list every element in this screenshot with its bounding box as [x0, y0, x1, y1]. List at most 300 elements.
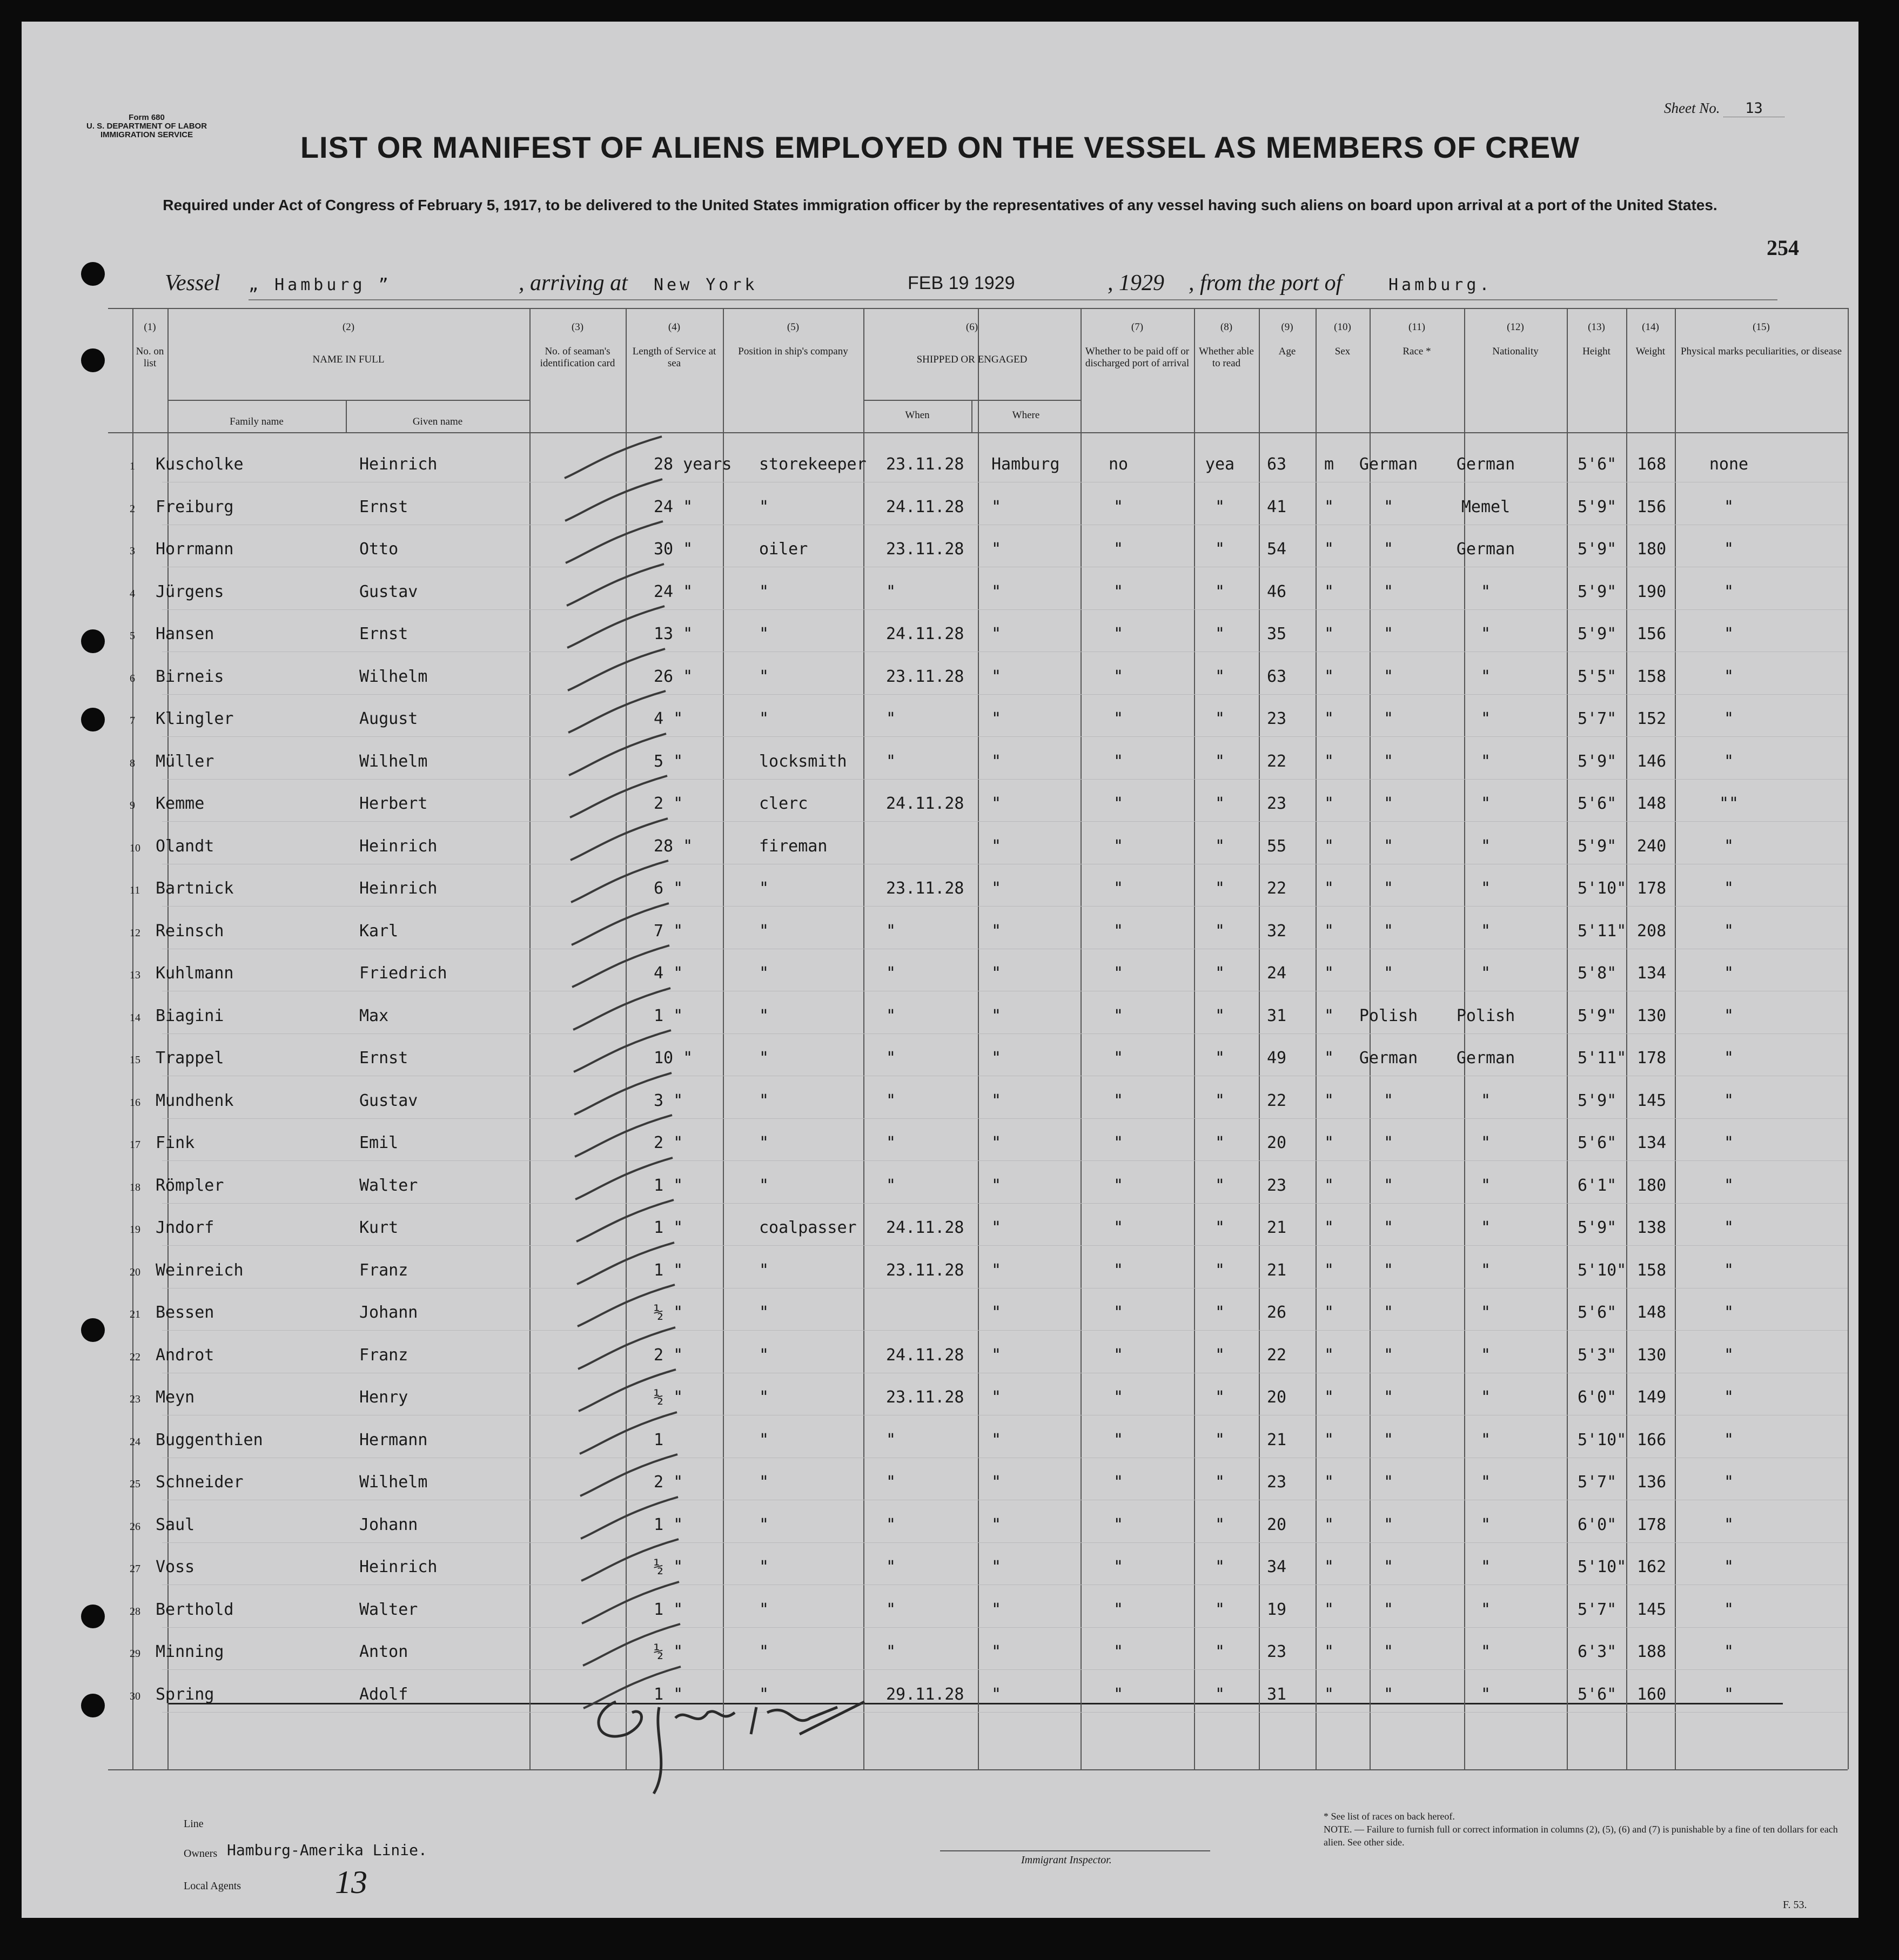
cell-race: German	[1359, 1049, 1418, 1068]
cell-sex: "	[1324, 1303, 1334, 1322]
cell-height: 5'6"	[1578, 1133, 1617, 1152]
column-divider	[1194, 308, 1195, 1769]
cell-age: 54	[1267, 540, 1287, 559]
cell-service: 13 "	[654, 625, 693, 643]
cell-family: Minning	[156, 1642, 224, 1661]
cell-paid: "	[1113, 751, 1124, 771]
column-header: SHIPPED OR ENGAGED	[916, 354, 1028, 365]
column-divider	[167, 308, 169, 1769]
cell-sex: "	[1324, 1006, 1334, 1025]
cell-age: 23	[1267, 1473, 1287, 1492]
cell-sex: "	[1324, 709, 1334, 728]
row-number: 13	[130, 969, 140, 981]
row-number: 11	[130, 884, 140, 896]
cell-family: Voss	[156, 1558, 195, 1576]
row-number: 26	[130, 1520, 140, 1533]
cell-family: Horrmann	[156, 540, 234, 559]
row-rule	[162, 821, 1848, 822]
cell-age: 63	[1267, 455, 1287, 474]
cell-age: 31	[1267, 1684, 1287, 1704]
cell-read: "	[1214, 1218, 1225, 1237]
cell-marks: "	[1723, 836, 1734, 856]
column-header: Height	[1582, 346, 1611, 357]
cell-where: "	[991, 1600, 1002, 1619]
cell-nationality: "	[1480, 1515, 1491, 1534]
cell-where: "	[991, 1345, 1002, 1365]
row-rule	[162, 1118, 1848, 1119]
cell-height: 5'6"	[1578, 794, 1617, 813]
cell-age: 22	[1267, 1091, 1287, 1110]
cell-age: 20	[1267, 1515, 1287, 1534]
cell-marks: "	[1723, 497, 1734, 516]
cell-marks: "	[1723, 1303, 1734, 1322]
vessel-label: Vessel	[165, 271, 220, 296]
column-subheader: Where	[1012, 410, 1040, 421]
cell-sex: "	[1324, 1091, 1334, 1110]
cell-where: "	[991, 1049, 1002, 1068]
cell-read: "	[1214, 540, 1225, 559]
row-rule	[162, 1160, 1848, 1161]
manifest-sheet	[22, 22, 1858, 1918]
cell-age: 19	[1267, 1600, 1287, 1619]
cell-read: "	[1214, 497, 1225, 516]
cell-race: "	[1383, 540, 1394, 559]
cell-height: 5'7"	[1578, 1600, 1617, 1619]
cell-paid: "	[1113, 1642, 1124, 1661]
footnote: * See list of races on back hereof. NOTE. — Failure to furnish full or correct information in columns (2), (5), (6) and (7) is punishable by a fine of ten dollars for each alien. See other side.	[1324, 1811, 1838, 1848]
row-number: 2	[130, 502, 135, 515]
cell-given: Henry	[359, 1388, 408, 1407]
cell-service: 1 "	[654, 1684, 683, 1704]
cell-nationality: "	[1480, 964, 1491, 983]
cell-service: 6 "	[654, 879, 683, 898]
cell-race: "	[1383, 1430, 1394, 1449]
column-header: Position in ship's company	[738, 346, 848, 357]
cell-race: "	[1383, 964, 1394, 983]
cell-position: fireman	[759, 836, 828, 856]
column-number: (6)	[965, 321, 978, 333]
cell-paid: "	[1113, 1260, 1124, 1280]
punch-hole	[81, 708, 105, 731]
column-number: (8)	[1220, 321, 1233, 333]
cell-when: "	[886, 582, 896, 601]
cell-nationality: "	[1480, 1473, 1491, 1492]
cell-nationality: "	[1480, 1684, 1491, 1704]
cell-where: "	[991, 1091, 1002, 1110]
cell-race: "	[1383, 1515, 1394, 1534]
cell-family: Hansen	[156, 625, 214, 643]
cell-given: Friedrich	[359, 964, 447, 983]
cell-age: 31	[1267, 1006, 1287, 1025]
cell-family: Kuscholke	[156, 455, 244, 474]
cell-when: "	[886, 1430, 896, 1449]
cell-service: 10 "	[654, 1049, 693, 1068]
cell-family: Saul	[156, 1515, 195, 1534]
cell-family: Berthold	[156, 1600, 234, 1619]
cell-given: Heinrich	[359, 879, 438, 898]
column-divider	[1464, 308, 1465, 1769]
cell-when: "	[886, 1133, 896, 1152]
column-number: (9)	[1281, 321, 1293, 333]
cell-marks: "	[1723, 1006, 1734, 1025]
page-title: LIST OR MANIFEST OF ALIENS EMPLOYED ON THE VESSEL AS MEMBERS OF CREW	[300, 130, 1580, 164]
cell-weight: 136	[1637, 1473, 1667, 1492]
cell-height: 5'11"	[1578, 1049, 1627, 1068]
cell-paid: "	[1113, 1176, 1124, 1195]
cell-position: "	[759, 1558, 769, 1576]
cell-read: "	[1214, 1473, 1225, 1492]
cell-weight: 138	[1637, 1218, 1667, 1237]
cell-height: 5'10"	[1578, 1558, 1627, 1576]
cell-race: "	[1383, 1473, 1394, 1492]
cell-given: Otto	[359, 540, 399, 559]
cell-when: "	[886, 964, 896, 983]
cell-paid: "	[1113, 1515, 1124, 1534]
row-rule	[162, 779, 1848, 780]
cell-sex: "	[1324, 1558, 1334, 1576]
cell-weight: 160	[1637, 1684, 1667, 1704]
cell-where: "	[991, 794, 1002, 813]
cell-read: "	[1214, 751, 1225, 771]
cell-service: 26 "	[654, 667, 693, 686]
cell-race: "	[1383, 709, 1394, 728]
column-header: No. of seaman's identification card	[540, 346, 615, 369]
cell-nationality: "	[1480, 1176, 1491, 1195]
cell-position: oiler	[759, 540, 808, 559]
cell-family: Fink	[156, 1133, 195, 1152]
column-number: (10)	[1334, 321, 1351, 333]
cell-height: 6'1"	[1578, 1176, 1617, 1195]
row-rule	[162, 1542, 1848, 1543]
cell-given: Johann	[359, 1303, 418, 1322]
cell-weight: 145	[1637, 1091, 1667, 1110]
cell-family: Römpler	[156, 1176, 224, 1195]
cell-given: Kurt	[359, 1218, 399, 1237]
cell-when: 23.11.28	[886, 455, 964, 474]
cell-height: 5'9"	[1578, 1091, 1617, 1110]
cell-weight: 178	[1637, 1049, 1667, 1068]
row-number: 23	[130, 1393, 140, 1405]
cell-read: "	[1214, 836, 1225, 856]
cell-where: "	[991, 921, 1002, 941]
cell-family: Spring	[156, 1684, 214, 1704]
cell-height: 5'9"	[1578, 751, 1617, 771]
cell-paid: "	[1113, 1049, 1124, 1068]
cell-nationality: "	[1480, 751, 1491, 771]
punch-hole	[81, 1605, 105, 1628]
cell-given: Walter	[359, 1176, 418, 1195]
cell-read: "	[1214, 879, 1225, 898]
column-number: (3)	[571, 321, 584, 333]
cell-nationality: Polish	[1456, 1006, 1515, 1025]
cell-given: Gustav	[359, 1091, 418, 1110]
cell-where: "	[991, 1558, 1002, 1576]
cell-marks: "	[1723, 1218, 1734, 1237]
cell-weight: 134	[1637, 964, 1667, 983]
cell-age: 22	[1267, 1345, 1287, 1365]
column-number: (5)	[787, 321, 800, 333]
cell-family: Müller	[156, 751, 214, 771]
cell-given: Johann	[359, 1515, 418, 1534]
cell-given: August	[359, 709, 418, 728]
cell-position: "	[759, 879, 769, 898]
cell-read: "	[1214, 794, 1225, 813]
cell-race: "	[1383, 625, 1394, 643]
row-rule	[162, 1033, 1848, 1034]
cell-age: 20	[1267, 1133, 1287, 1152]
cell-nationality: German	[1456, 540, 1515, 559]
cell-nationality: German	[1456, 1049, 1515, 1068]
cell-weight: 240	[1637, 836, 1667, 856]
cell-given: Max	[359, 1006, 389, 1025]
cell-sex: "	[1324, 1515, 1334, 1534]
date-stamp: FEB 19 1929	[908, 273, 1015, 293]
cell-service: 4 "	[654, 709, 683, 728]
row-rule	[162, 1330, 1848, 1331]
cell-nationality: Memel	[1461, 497, 1511, 516]
punch-hole	[81, 348, 105, 372]
cell-family: Weinreich	[156, 1260, 244, 1280]
row-number: 19	[130, 1224, 140, 1236]
cell-family: Klingler	[156, 709, 234, 728]
cell-marks: "	[1723, 751, 1734, 771]
cell-read: "	[1214, 1684, 1225, 1704]
cell-race: "	[1383, 1260, 1394, 1280]
cell-nationality: "	[1480, 625, 1491, 643]
cell-nationality: "	[1480, 1388, 1491, 1407]
cell-height: 6'3"	[1578, 1642, 1617, 1661]
cell-service: 1 "	[654, 1218, 683, 1237]
cell-race: "	[1383, 1345, 1394, 1365]
cell-given: Heinrich	[359, 836, 438, 856]
cell-nationality: "	[1480, 1218, 1491, 1237]
cell-sex: "	[1324, 540, 1334, 559]
cell-where: "	[991, 751, 1002, 771]
cell-position: "	[759, 1176, 769, 1195]
cell-paid: "	[1113, 1388, 1124, 1407]
cell-marks: ""	[1719, 794, 1739, 813]
column-header: Age	[1278, 346, 1296, 357]
cell-position: "	[759, 709, 769, 728]
cell-paid: "	[1113, 1218, 1124, 1237]
cell-marks: "	[1723, 921, 1734, 941]
cell-given: Wilhelm	[359, 667, 428, 686]
cell-position: "	[759, 1473, 769, 1492]
cell-where: "	[991, 1473, 1002, 1492]
row-rule	[162, 736, 1848, 737]
cell-given: Franz	[359, 1260, 408, 1280]
cell-sex: "	[1324, 582, 1334, 601]
row-number: 16	[130, 1096, 140, 1109]
row-number: 21	[130, 1308, 140, 1320]
cell-nationality: "	[1480, 794, 1491, 813]
cell-race: "	[1383, 1642, 1394, 1661]
column-number: (11)	[1408, 321, 1425, 333]
cell-sex: "	[1324, 497, 1334, 516]
column-header: No. on list	[136, 346, 164, 369]
cell-height: 6'0"	[1578, 1515, 1617, 1534]
cell-when: "	[886, 1049, 896, 1068]
cell-paid: "	[1113, 1558, 1124, 1576]
cell-position: coalpasser	[759, 1218, 857, 1237]
cell-paid: "	[1113, 1303, 1124, 1322]
cell-age: 23	[1267, 1642, 1287, 1661]
cell-age: 24	[1267, 964, 1287, 983]
row-rule	[162, 1203, 1848, 1204]
cell-height: 5'3"	[1578, 1345, 1617, 1365]
cell-position: "	[759, 1049, 769, 1068]
punch-hole	[81, 629, 105, 653]
column-subheader: Family name	[230, 416, 284, 427]
cell-service: 7 "	[654, 921, 683, 941]
cell-where: "	[991, 667, 1002, 686]
row-rule	[162, 694, 1848, 695]
cell-where: "	[991, 1260, 1002, 1280]
cell-age: 23	[1267, 709, 1287, 728]
cell-race: "	[1383, 1388, 1394, 1407]
cell-height: 6'0"	[1578, 1388, 1617, 1407]
cell-family: Olandt	[156, 836, 214, 856]
cell-position: "	[759, 1684, 769, 1704]
subheader-rule	[167, 400, 529, 401]
cell-race: "	[1383, 582, 1394, 601]
cell-paid: "	[1113, 540, 1124, 559]
cell-given: Emil	[359, 1133, 399, 1152]
cell-when: 29.11.28	[886, 1684, 964, 1704]
cell-family: Reinsch	[156, 921, 224, 941]
cell-paid: "	[1113, 1091, 1124, 1110]
cell-position: storekeeper	[759, 455, 867, 474]
cell-marks: "	[1723, 1091, 1734, 1110]
column-number: (1)	[144, 321, 156, 333]
cell-race: "	[1383, 751, 1394, 771]
row-number: 15	[130, 1054, 140, 1066]
column-header: Whether able to read	[1199, 346, 1254, 369]
cell-position: "	[759, 1388, 769, 1407]
cell-paid: "	[1113, 879, 1124, 898]
cell-position: "	[759, 667, 769, 686]
cell-family: Freiburg	[156, 497, 234, 516]
cell-race: "	[1383, 1176, 1394, 1195]
cell-service: 24 "	[654, 582, 693, 601]
column-header: Race *	[1403, 346, 1431, 357]
cell-weight: 178	[1637, 1515, 1667, 1534]
cell-height: 5'6"	[1578, 1303, 1617, 1322]
sheet-number: Sheet No. 13	[1664, 100, 1784, 117]
cell-family: Mundhenk	[156, 1091, 234, 1110]
cell-sex: "	[1324, 1642, 1334, 1661]
cell-nationality: "	[1480, 921, 1491, 941]
cell-read: "	[1214, 964, 1225, 983]
cell-given: Hermann	[359, 1430, 428, 1449]
cell-age: 35	[1267, 625, 1287, 643]
row-number: 10	[130, 842, 140, 854]
cell-sex: "	[1324, 1133, 1334, 1152]
cell-race: "	[1383, 497, 1394, 516]
form-code: F. 53.	[1783, 1899, 1807, 1911]
cell-marks: "	[1723, 1642, 1734, 1661]
cell-family: Androt	[156, 1345, 214, 1365]
cell-marks: "	[1723, 1430, 1734, 1449]
cell-given: Wilhelm	[359, 1473, 428, 1492]
cell-given: Anton	[359, 1642, 408, 1661]
cell-family: Schneider	[156, 1473, 244, 1492]
punch-hole	[81, 1694, 105, 1717]
cell-position: "	[759, 1430, 769, 1449]
cell-weight: 208	[1637, 921, 1667, 941]
agents-handwritten-note: 13	[335, 1864, 367, 1900]
year-label: , 1929	[1108, 271, 1164, 296]
cell-where: "	[991, 1218, 1002, 1237]
cell-given: Karl	[359, 921, 399, 941]
cell-where: "	[991, 1388, 1002, 1407]
cell-when: 24.11.28	[886, 1345, 964, 1365]
cell-sex: "	[1324, 1345, 1334, 1365]
cell-weight: 148	[1637, 794, 1667, 813]
cell-when: 23.11.28	[886, 540, 964, 559]
column-divider	[863, 308, 864, 1769]
cell-weight: 162	[1637, 1558, 1667, 1576]
cell-sex: "	[1324, 625, 1334, 643]
cell-when: 23.11.28	[886, 1388, 964, 1407]
arriving-port: New York	[654, 276, 758, 294]
cell-when: "	[886, 1176, 896, 1195]
cell-nationality: "	[1480, 709, 1491, 728]
cell-paid: "	[1113, 794, 1124, 813]
cell-marks: none	[1709, 455, 1749, 474]
voyage-underline	[249, 299, 1777, 300]
column-divider	[978, 308, 979, 1769]
cell-given: Walter	[359, 1600, 418, 1619]
cell-age: 49	[1267, 1049, 1287, 1068]
cell-age: 41	[1267, 497, 1287, 516]
cell-paid: "	[1113, 1430, 1124, 1449]
cell-sex: "	[1324, 1218, 1334, 1237]
cell-given: Ernst	[359, 625, 408, 643]
column-number: (15)	[1753, 321, 1770, 333]
cell-height: 5'9"	[1578, 540, 1617, 559]
cell-paid: "	[1113, 1006, 1124, 1025]
cell-paid: "	[1113, 625, 1124, 643]
cell-age: 22	[1267, 879, 1287, 898]
cell-height: 5'9"	[1578, 1218, 1617, 1237]
cell-position: "	[759, 1133, 769, 1152]
cell-age: 20	[1267, 1388, 1287, 1407]
cell-where: "	[991, 1303, 1002, 1322]
cell-age: 63	[1267, 667, 1287, 686]
cell-when: 24.11.28	[886, 794, 964, 813]
cell-weight: 166	[1637, 1430, 1667, 1449]
cell-age: 46	[1267, 582, 1287, 601]
cell-where: "	[991, 709, 1002, 728]
cell-service: ½ "	[654, 1642, 683, 1661]
cell-weight: 178	[1637, 879, 1667, 898]
cell-service: ½ "	[654, 1388, 683, 1407]
row-number: 18	[130, 1181, 140, 1193]
vessel-name: „ Hamburg ”	[249, 276, 392, 294]
cell-position: locksmith	[759, 751, 847, 771]
cell-when: "	[886, 709, 896, 728]
cell-marks: "	[1723, 1133, 1734, 1152]
cell-read: "	[1214, 1176, 1225, 1195]
cell-service: 3 "	[654, 1091, 683, 1110]
cell-sex: "	[1324, 1260, 1334, 1280]
row-number: 7	[130, 715, 135, 727]
cell-where: "	[991, 879, 1002, 898]
cell-race: "	[1383, 794, 1394, 813]
subheader-divider	[971, 400, 972, 432]
cell-paid: "	[1113, 1345, 1124, 1365]
